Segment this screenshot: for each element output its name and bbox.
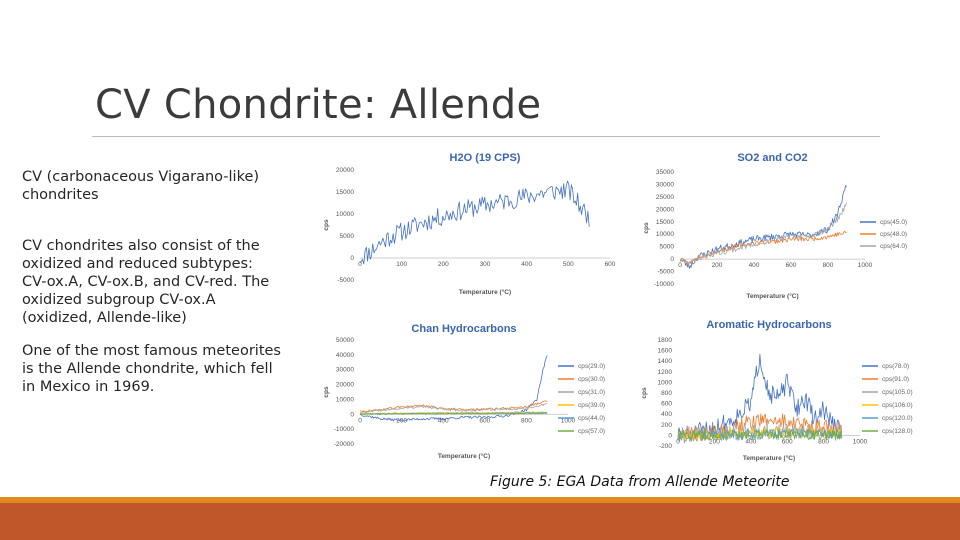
y-tick-label: 800: [661, 390, 672, 397]
legend-label: cps(48.0): [880, 231, 908, 238]
y-tick-label: 1000: [657, 379, 672, 387]
y-axis-label: cps: [641, 387, 648, 399]
y-tick-label: 10000: [655, 231, 674, 239]
y-tick-label: 50000: [335, 337, 354, 344]
x-tick-label: 500: [562, 261, 574, 268]
y-tick-label: 1800: [657, 337, 672, 344]
x-tick-label: 400: [437, 417, 449, 425]
series-line: [360, 181, 589, 264]
legend-label: cps(31.0): [578, 389, 606, 396]
series-line: [680, 203, 847, 264]
x-tick-label: 800: [818, 438, 830, 446]
y-tick-label: 10000: [335, 211, 354, 218]
x-tick-label: 0: [358, 261, 362, 268]
x-tick-label: 1000: [857, 262, 873, 270]
x-tick-label: 0: [358, 417, 362, 425]
y-tick-label: 5000: [339, 233, 354, 240]
chart-h2o: [320, 148, 620, 300]
x-tick-label: 200: [396, 417, 408, 425]
x-axis-label: Temperature (°C): [742, 455, 796, 462]
y-tick-label: 0: [350, 255, 354, 262]
x-tick-label: 800: [520, 417, 532, 425]
y-tick-label: 15000: [655, 218, 674, 226]
y-tick-label: -200: [658, 443, 672, 450]
y-tick-label: -10000: [653, 281, 674, 288]
y-tick-label: -10000: [333, 426, 354, 434]
x-tick-label: 400: [521, 261, 533, 268]
y-tick-label: 30000: [335, 366, 354, 374]
y-tick-label: 5000: [659, 243, 674, 251]
y-tick-label: 20000: [335, 167, 354, 174]
paragraph-allende-fall: One of the most famous meteorites is the Allende chondrite, which fell in Mexico in 1969.: [22, 343, 281, 395]
y-tick-label: 0: [350, 411, 354, 419]
x-tick-label: 200: [708, 438, 720, 446]
y-tick-label: 20000: [655, 206, 674, 214]
chart-aromatic-hydrocarbons: [640, 316, 940, 462]
series-line: [358, 356, 547, 425]
x-tick-label: 600: [479, 417, 491, 425]
chart-title: Chan Hydrocarbons: [411, 323, 517, 335]
x-tick-label: 1000: [560, 417, 576, 425]
x-tick-label: 600: [781, 438, 793, 446]
y-tick-label: -20000: [333, 441, 354, 448]
x-tick-label: 300: [479, 261, 491, 268]
x-tick-label: 1000: [852, 438, 868, 446]
chart-so2-co2: [640, 148, 940, 300]
y-tick-label: 400: [661, 411, 672, 419]
x-tick-label: 0: [676, 438, 680, 446]
y-tick-label: -5000: [337, 277, 354, 284]
legend-label: cps(57.0): [578, 428, 606, 435]
chart-title: H2O (19 CPS): [449, 152, 521, 164]
x-tick-label: 0: [678, 262, 682, 270]
legend-label: cps(78.0): [882, 363, 910, 370]
y-tick-label: 15000: [335, 189, 354, 196]
legend-label: cps(64.0): [880, 243, 908, 250]
x-axis-label: Temperature (°C): [437, 453, 491, 460]
y-tick-label: 35000: [655, 169, 674, 176]
x-tick-label: 100: [396, 261, 408, 268]
legend-label: cps(44.0): [578, 415, 606, 422]
chart-chan-hydrocarbons: [320, 320, 640, 460]
y-axis-label: cps: [323, 386, 330, 398]
x-axis-label: Temperature (°C): [746, 293, 799, 300]
y-tick-label: 1200: [657, 368, 672, 376]
y-tick-label: 1600: [657, 347, 672, 355]
y-axis-label: cps: [643, 222, 650, 234]
y-tick-label: 1400: [657, 358, 672, 366]
legend-label: cps(29.0): [578, 363, 606, 370]
y-tick-label: 0: [668, 432, 672, 440]
legend-label: cps(105.0): [882, 389, 913, 396]
legend-label: cps(120.0): [882, 415, 913, 422]
x-axis-label: Temperature (°C): [458, 289, 512, 296]
x-tick-label: 400: [748, 262, 760, 270]
legend-label: cps(128.0): [882, 428, 913, 435]
legend-label: cps(39.0): [578, 402, 606, 409]
x-tick-label: 400: [745, 438, 757, 446]
figure-caption: Figure 5: EGA Data from Allende Meteorite: [490, 474, 790, 490]
y-tick-label: 10000: [335, 396, 354, 404]
legend-label: cps(30.0): [578, 376, 606, 383]
paragraph-cv-subtypes: CV chondrites also consist of the oxidized and reduced subtypes: CV-ox.A, CV-ox.B, and CV-red. The oxidized subgroup CV-ox.A (oxidized, Allende-like): [22, 238, 270, 326]
legend-label: cps(91.0): [882, 376, 910, 383]
title-divider: [92, 136, 880, 137]
paragraph-cv-definition: CV (carbonaceous Vigarano-like) chondrites: [22, 169, 260, 203]
y-tick-label: 600: [661, 400, 672, 408]
y-tick-label: 20000: [335, 381, 354, 389]
slide-title: CV Chondrite: Allende: [95, 82, 542, 128]
x-tick-label: 800: [822, 262, 834, 270]
x-tick-label: 600: [604, 261, 616, 268]
x-tick-label: 200: [437, 261, 449, 268]
y-tick-label: 30000: [655, 181, 674, 189]
series-line: [680, 186, 847, 269]
footer-band: [0, 503, 960, 540]
y-axis-label: cps: [323, 219, 330, 231]
y-tick-label: 0: [670, 256, 674, 264]
y-tick-label: 40000: [335, 351, 354, 359]
chart-title: SO2 and CO2: [737, 152, 808, 164]
y-tick-label: -5000: [657, 268, 674, 276]
series-line: [360, 401, 547, 412]
legend-label: cps(106.0): [882, 402, 913, 409]
legend-label: cps(45.0): [880, 219, 908, 226]
x-tick-label: 600: [785, 262, 797, 270]
series-line: [680, 231, 847, 265]
chart-title: Aromatic Hydrocarbons: [706, 319, 832, 331]
x-tick-label: 200: [711, 262, 723, 270]
y-tick-label: 200: [661, 421, 672, 429]
y-tick-label: 25000: [655, 193, 674, 201]
